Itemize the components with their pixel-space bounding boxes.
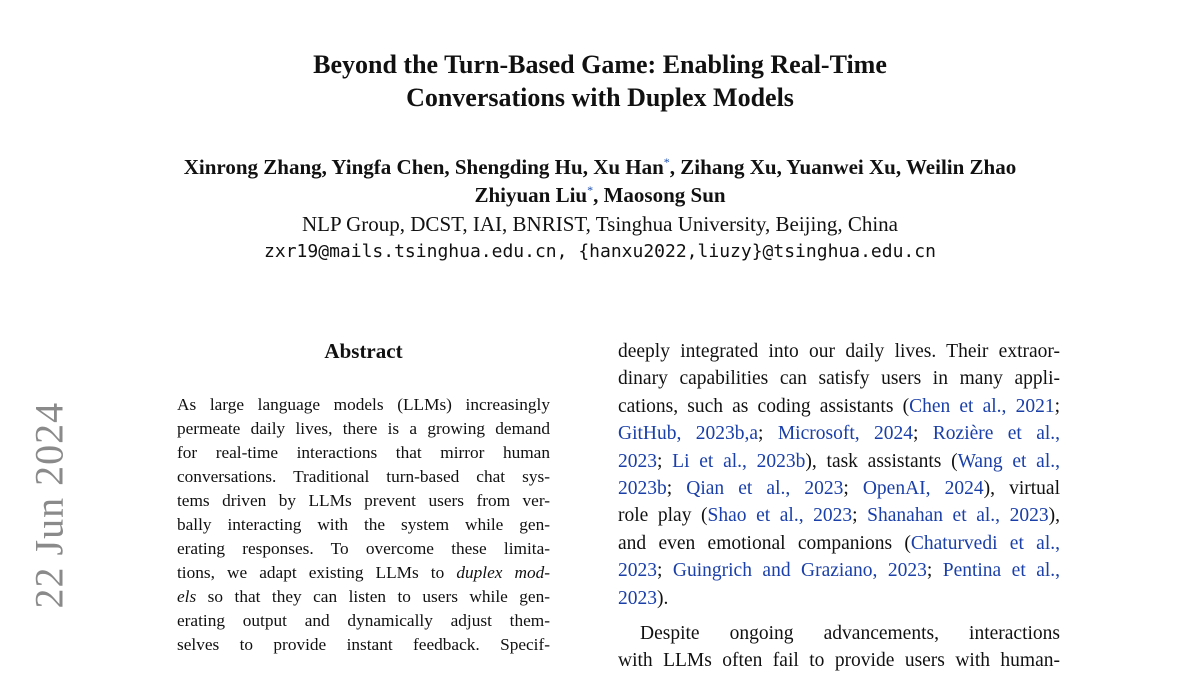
intro-text: ; xyxy=(852,505,868,527)
author-names: Xinrong Zhang, Yingfa Chen, Shengding Hu, Xu Han xyxy=(183,155,664,179)
author-names: , Zihang Xu, Yuanwei Xu, Weilin Zhao xyxy=(669,155,1017,179)
intro-text: ; xyxy=(912,423,933,445)
citation-link[interactable]: Microsoft, 2024 xyxy=(777,423,913,445)
author-line-2 xyxy=(0,181,1200,209)
intro-line: dinary capabilities can satisfy users in many appli- xyxy=(618,368,1060,390)
abstract-line: tems driven by LLMs prevent users from ver- xyxy=(177,491,550,510)
citation-link[interactable]: 2023 xyxy=(618,560,657,582)
author-emails: zxr19@mails.tsinghua.edu.cn, {hanxu2022,liuzy}@tsinghua.edu.cn xyxy=(264,241,936,262)
citation-link[interactable]: 2023 xyxy=(618,450,657,472)
citation-link[interactable]: Qian et al., 2023 xyxy=(686,478,844,500)
citation-link[interactable]: 2023b xyxy=(618,478,667,500)
intro-text: and even emotional companions ( xyxy=(618,532,911,554)
abstract-line: selves to provide instant feedback. Specif- xyxy=(177,635,550,654)
citation-link[interactable]: Wang et al., xyxy=(957,450,1060,472)
intro-text: ; xyxy=(1054,395,1060,417)
citation-link[interactable]: OpenAI, 2024 xyxy=(862,478,984,500)
intro-line xyxy=(618,557,1060,584)
intro-line: with LLMs often fail to provide users with human- xyxy=(618,650,1060,672)
citation-link[interactable]: Chaturvedi et al., xyxy=(910,532,1060,554)
affiliation: NLP Group, DCST, IAI, BNRIST, Tsinghua University, Beijing, China xyxy=(301,212,899,236)
title-line-2: Conversations with Duplex Models xyxy=(406,83,794,112)
intro-text: ; xyxy=(926,560,943,582)
abstract-body xyxy=(177,393,550,657)
title-line-1: Beyond the Turn-Based Game: Enabling Real-Time xyxy=(313,50,887,79)
intro-text: ), task assistants ( xyxy=(805,450,958,472)
corresponding-author-mark[interactable]: * xyxy=(663,155,670,169)
citation-link[interactable]: Shanahan et al., 2023 xyxy=(867,505,1049,527)
citation-link[interactable]: Guingrich and Graziano, 2023 xyxy=(672,560,927,582)
intro-text: ), xyxy=(1048,505,1060,527)
intro-text: cations, such as coding assistants ( xyxy=(618,395,910,417)
abstract-line: erating responses. To overcome these limita- xyxy=(177,539,550,558)
citation-link[interactable]: Rozière et al., xyxy=(932,423,1061,445)
intro-text: ; xyxy=(666,478,687,500)
author-list xyxy=(0,153,1200,209)
citation-link[interactable]: Shao et al., 2023 xyxy=(707,505,853,527)
intro-line xyxy=(618,448,1060,475)
abstract-line: conversations. Traditional turn-based chat sys- xyxy=(177,467,550,486)
author-line-1 xyxy=(0,153,1200,181)
intro-text: ), virtual xyxy=(983,478,1060,500)
intro-text: role play ( xyxy=(618,505,708,527)
intro-line xyxy=(618,420,1060,447)
intro-line: deeply integrated into our daily lives. Their extraor- xyxy=(618,341,1060,362)
abstract-line: As large language models (LLMs) increasingly xyxy=(177,395,550,414)
abstract-line xyxy=(177,561,550,585)
abstract-line: erating output and dynamically adjust them- xyxy=(177,611,550,630)
citation-link[interactable]: Pentina et al., xyxy=(942,560,1061,582)
abstract-line: bally interacting with the system while gen- xyxy=(177,515,550,534)
intro-line: Despite ongoing advancements, interactions xyxy=(640,623,1060,645)
intro-text: ; xyxy=(657,560,673,582)
paragraph-gap xyxy=(618,612,1060,620)
citation-link[interactable]: Li et al., 2023b xyxy=(672,450,806,472)
author-names: Zhiyuan Liu xyxy=(474,183,588,207)
intro-text: ; xyxy=(843,478,863,500)
abstract-text: tions, we adapt existing LLMs to xyxy=(177,563,457,582)
abstract-line: permeate daily lives, there is a growing demand xyxy=(177,419,550,438)
author-names: , Maosong Sun xyxy=(593,183,726,207)
arxiv-date-stamp: 22 Jun 2024 xyxy=(26,401,72,609)
intro-line xyxy=(618,475,1060,502)
citation-link[interactable]: 2023 xyxy=(618,587,657,609)
intro-line xyxy=(618,530,1060,557)
abstract-line: for real-time interactions that mirror human xyxy=(177,443,550,462)
citation-link[interactable]: Chen et al., 2021 xyxy=(909,395,1055,417)
citation-link[interactable]: GitHub, 2023b,a xyxy=(618,423,759,445)
intro-line xyxy=(618,393,1060,420)
corresponding-author-mark[interactable]: * xyxy=(587,183,594,197)
intro-line xyxy=(618,585,1060,612)
paper-title xyxy=(0,48,1200,114)
abstract-emphasis: els xyxy=(177,587,197,606)
abstract-line xyxy=(177,585,550,609)
abstract-heading: Abstract xyxy=(324,339,403,363)
introduction-column xyxy=(618,338,1060,675)
abstract-emphasis: duplex mod- xyxy=(456,563,551,582)
intro-text: ; xyxy=(657,450,673,472)
intro-text: ). xyxy=(657,587,669,609)
intro-text: ; xyxy=(758,423,778,445)
intro-line xyxy=(618,502,1060,529)
abstract-text: so that they can listen to users while gen- xyxy=(196,587,550,606)
